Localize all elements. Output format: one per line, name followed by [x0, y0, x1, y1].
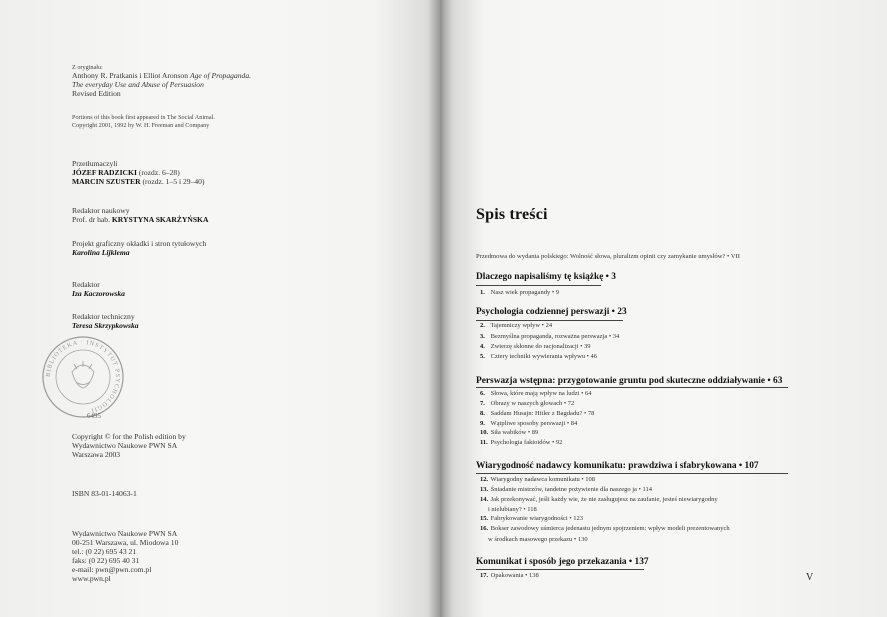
sci-editor-label: Redaktor naukowy	[72, 206, 130, 215]
toc-entry-text: Saddam Husajn: Hitler z Bagdadu? • 78	[490, 410, 595, 417]
toc-entry-text: Bezmyślna propaganda, rozważna perswazja • 34	[490, 333, 620, 340]
toc-entry-number: 5.	[480, 353, 485, 360]
section-underline	[476, 320, 623, 321]
notice-line-2: Copyright 2001, 1992 by W. H. Freeman and Company	[72, 122, 210, 130]
design-name: Karolina Lijklema	[72, 247, 130, 257]
toc-entry-text: Siła wabików • 89	[490, 429, 539, 436]
tech-editor-name: Teresa Skrzypkowska	[72, 320, 139, 330]
publisher-fax: faks: (0 22) 695 40 31	[72, 555, 140, 565]
copyright-line-2: Wydawnictwo Naukowe PWN SA	[72, 440, 178, 450]
toc-entry	[480, 477, 595, 484]
publisher-www: www.pwn.pl	[72, 573, 111, 583]
toc-section-title: Wiarygodność nadawcy komunikatu: prawdziwa i sfabrykowana • 107	[476, 461, 759, 471]
translators-label: Przetłumaczyli	[72, 159, 118, 168]
toc-section-title: Dlaczego napisaliśmy tę książkę • 3	[476, 272, 616, 282]
toc-entry-number: 10.	[480, 429, 489, 436]
toc-entry-text: Wiarygodny nadawca komunikatu • 108	[490, 476, 596, 483]
toc-entry-text: Śniadanie mistrzów, tandetne pożywienie dla naszego ja • 114	[490, 486, 652, 493]
editor-label: Redaktor	[72, 280, 100, 289]
toc-entry	[480, 323, 552, 330]
toc-entry	[480, 421, 577, 428]
translator-2	[72, 178, 204, 187]
toc-entry	[480, 526, 730, 533]
toc-entry-text: Opakowania • 138	[490, 572, 539, 579]
isbn: ISBN 83-01-14063-1	[72, 489, 137, 498]
imprint-page	[0, 0, 440, 617]
editor-name: Iza Kaczorowska	[72, 288, 125, 298]
toc-entry	[480, 440, 562, 447]
toc-entry-text: Słowa, które mają wpływ na ludzi • 64	[490, 390, 592, 397]
tech-editor-block	[72, 313, 139, 331]
toc-entry-number: 8.	[480, 410, 485, 417]
toc-entry-number: 12.	[480, 476, 489, 483]
stamp-number: 6495	[87, 412, 101, 420]
toc-entry-number: 15.	[480, 515, 489, 522]
toc-entry-number: 11.	[480, 439, 488, 446]
page-number: V	[806, 572, 814, 583]
stamp-ring-text: BIBLIOTEKA · INSTYTUT PSYCHOLOGII	[44, 338, 122, 415]
sci-editor-name: KRYSTYNA SKARŻYŃSKA	[111, 214, 209, 224]
original-label: Z oryginału:	[72, 64, 103, 71]
section-underline	[476, 473, 788, 474]
publisher-name: Wydawnictwo Naukowe PWN SA	[72, 529, 178, 538]
sci-editor-block	[72, 207, 208, 225]
toc-entry-number: 2.	[480, 322, 485, 329]
publisher-tel: tel.: (0 22) 695 43 21	[72, 546, 137, 556]
toc-entry-text: Nasz wiek propagandy • 9	[490, 289, 559, 296]
toc-entry-number: 7.	[480, 400, 485, 407]
toc-entry	[480, 354, 597, 361]
toc-entry	[480, 573, 539, 580]
toc-entry-text: Fabrykowanie wiarygodności • 123	[490, 515, 583, 522]
copyright-block	[72, 433, 186, 460]
design-block	[72, 240, 206, 258]
toc-entry-number: 3.	[480, 333, 485, 340]
original-subtitle: The everyday Use and Abuse of Persuasion	[72, 80, 204, 90]
toc-entry-text: Obrazy w naszych głowach • 72	[490, 400, 575, 407]
notice-block	[72, 114, 215, 130]
toc-entry-number: 4.	[480, 343, 485, 350]
toc-entry-number: 9.	[480, 420, 485, 427]
toc-entry	[480, 497, 718, 504]
toc-entry	[480, 290, 559, 297]
toc-section-title: Psychologia codziennej perswazji • 23	[476, 307, 627, 317]
copyright-line-3: Warszawa 2003	[72, 449, 121, 459]
toc-entry-number: 1.	[480, 289, 485, 296]
toc-section-title: Komunikat i sposób jego przekazania • 137	[476, 557, 649, 567]
toc-entry	[480, 516, 583, 523]
toc-entry-text: Wątpliwe sposoby perswazji • 84	[490, 420, 578, 427]
toc-entry-number: 16.	[480, 525, 489, 532]
toc-entry	[480, 411, 594, 418]
toc-entry	[480, 487, 652, 494]
toc-section-title: Perswazja wstępna: przygotowanie gruntu pod skuteczne oddziaływanie • 63	[476, 376, 783, 386]
translator-1-scope: (rozdz. 6–28)	[138, 167, 180, 177]
toc-entry-text: Zwierzę skłonne do racjonalizacji • 39	[490, 343, 591, 350]
toc-entry	[480, 430, 538, 437]
original-authors: Anthony R. Pratkanis i Elliot Aronson	[72, 71, 189, 81]
toc-entry-text: Cztery techniki wywierania wpływu • 46	[490, 353, 598, 360]
toc-entry-text: Tajemniczy wpływ • 24	[490, 322, 553, 329]
design-label: Projekt graficzny okładki i stron tytułowych	[72, 239, 207, 248]
toc-entry-continuation: i nielubiany? • 118	[488, 506, 537, 513]
publisher-block	[72, 530, 178, 584]
editor-block	[72, 281, 125, 299]
toc-entry-number: 17.	[480, 572, 489, 579]
notice-line-1: Portions of this book first appeared in The Social Animal.	[72, 114, 215, 121]
copyright-line-1: Copyright © for the Polish edition by	[72, 432, 186, 441]
sci-editor-prefix: Prof. dr hab.	[72, 214, 110, 224]
publisher-email: e-mail: pwn@pwn.com.pl	[72, 564, 152, 574]
translator-2-name: MARCIN SZUSTER	[72, 176, 141, 186]
toc-entry-text: Psychologia faktoidów • 92	[490, 439, 563, 446]
tech-editor-label: Redaktor techniczny	[72, 312, 135, 321]
toc-preface: Przedmowa do wydania polskiego: Wolność słowa, pluralizm opinii czy zamykanie umysłów? • VII	[476, 253, 740, 260]
library-stamp-icon	[38, 332, 128, 422]
section-underline	[476, 387, 788, 388]
section-underline	[476, 285, 601, 286]
toc-entry	[480, 334, 619, 341]
toc-entry	[480, 344, 591, 351]
translators-block	[72, 160, 204, 187]
publisher-address: 00-251 Warszawa, ul. Miodowa 10	[72, 537, 179, 547]
toc-entry-text: Jak przekonywać, jeśli każdy wie, że nie zasługujesz na zaufanie, jesteś niewiarygodny	[490, 496, 718, 503]
original-block	[72, 64, 251, 99]
toc-entry-number: 14.	[480, 496, 489, 503]
translator-2-scope: (rozdz. 1–5 i 29–40)	[142, 176, 205, 186]
toc-entry-number: 13.	[480, 486, 489, 493]
toc-entry-text: Bokser zawodowy uśmiercа jedenastu jednym spojrzeniem: wpływ modeli prezentowanych	[490, 525, 730, 532]
toc-page	[440, 0, 887, 617]
toc-entry-continuation: w środkach masowego przekazu • 130	[488, 536, 588, 543]
toc-title: Spis treści	[476, 206, 548, 223]
toc-entry	[480, 401, 574, 408]
toc-entry-number: 6.	[480, 390, 485, 397]
section-underline	[476, 569, 644, 570]
toc-entry	[480, 391, 591, 398]
original-title: Age of Propaganda.	[189, 71, 252, 81]
sci-editor	[72, 216, 208, 225]
original-edition: Revised Edition	[72, 88, 121, 98]
translator-1-name: JÓZEF RADZICKI	[72, 167, 137, 177]
